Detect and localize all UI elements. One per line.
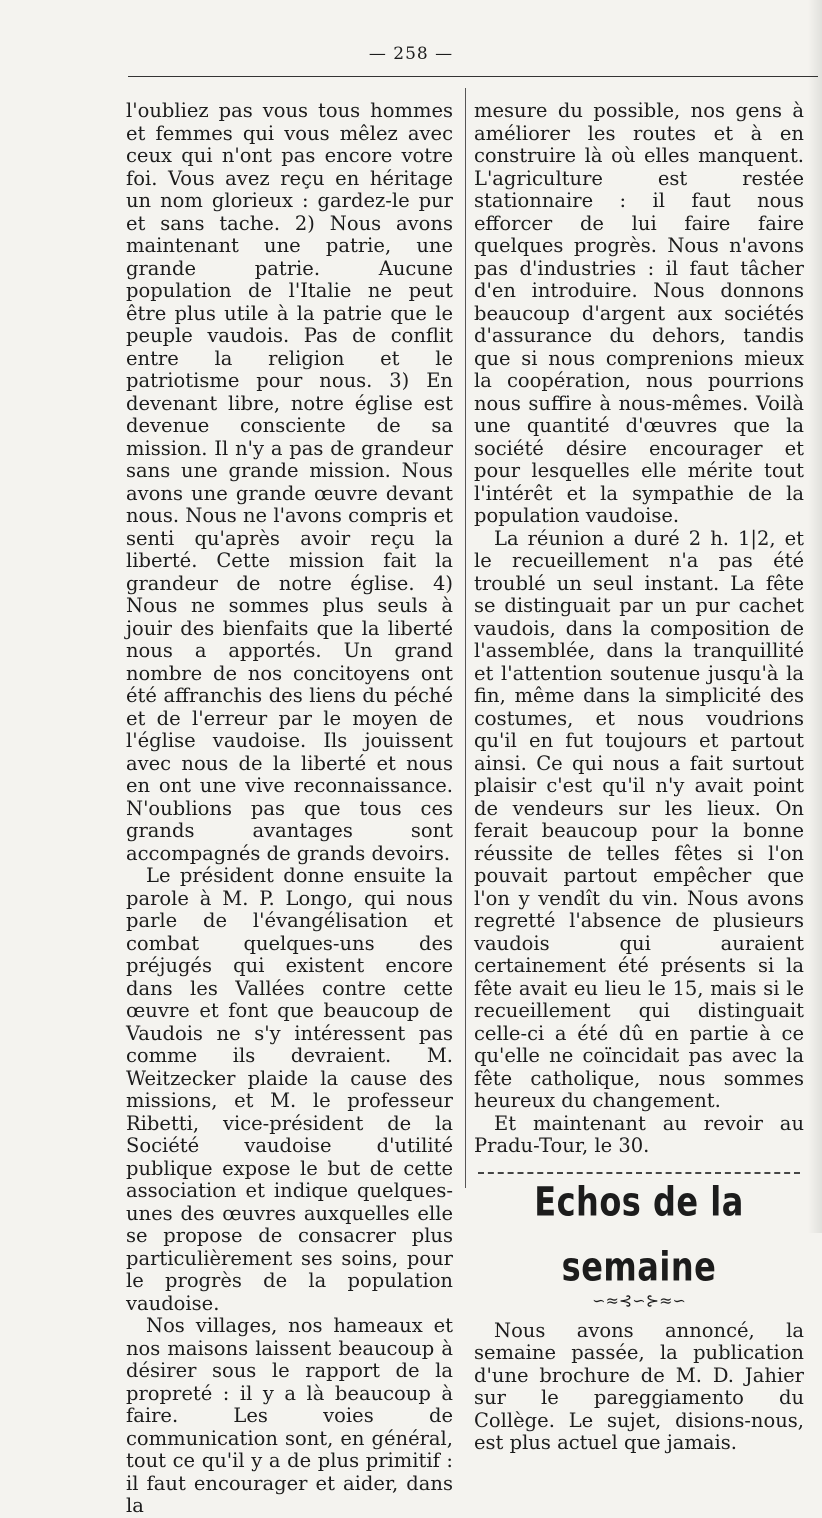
right-column	[474, 100, 804, 1455]
paragraph: La réunion a duré 2 h. 1|2, et le recueillement n'a pas été troublé un seul instant. La fête se distinguait par un pur cachet vaudois, dans la composition de l'assemblée, dans la tranquillité et l'attention soutenue jusqu'à la fin, même dans la simplicité des costumes, et nous voudrions qu'il en fut toujours et partout ainsi. Ce qui nous a fait surtout plaisir c'est qu'il n'y avait point de vendeurs sur les lieux. On ferait beaucoup pour la bonne réussite de telles fêtes si l'on pouvait partout empêcher que l'on y vendît du vin. Nous avons regretté l'absence de plusieurs vaudois qui auraient certainement été présents si la fête avait eu lieu le 15, mais si le recueillement qui distinguait celle-ci a été dû en partie à ce qu'elle ne coïncidait pas avec la fête catholique, nous sommes heureux du changement.	[474, 526, 804, 1112]
page-number: — 258 —	[368, 44, 454, 64]
paragraph: mesure du possible, nos gens à améliorer les routes et à en construire là où elles manquent. L'agriculture est restée stationnaire : il faut nous efforcer de lui faire faire quelques progrès. Nous n'avons pas d'industries : il faut tâcher d'en introduire. Nous donnons beaucoup d'argent aux sociétés d'assurance du dehors, tandis que si nous comprenions mieux la coopération, nous pourrions nous suffire à nous-mêmes. Voilà une quantité d'œuvres que la société désire encourager et pour lesquelles elle mérite tout l'intérêt et la sympathie de la population vaudoise.	[474, 99, 804, 527]
paragraph: Nous avons annoncé, la semaine passée, la publication d'une brochure de M. D. Jahier sur le pareggiamento du Collège. Le sujet, disions-nous, est plus actuel que jamais.	[474, 1318, 804, 1454]
scan-edge-shadow	[808, 0, 822, 1233]
paragraph: Et maintenant au revoir au Pradu-Tour, le 30.	[474, 1111, 804, 1157]
paragraph: Nos villages, nos hameaux et nos maisons laissent beaucoup à désirer sous le rapport de la propreté : il y a là beaucoup à faire. Les voies de communication sont, en général, tout ce qu'il y a de plus primitif : il faut encourager et aider, dans la	[126, 1314, 453, 1517]
column-divider	[465, 88, 466, 1188]
paragraph: Le président donne ensuite la parole à M. P. Longo, qui nous parle de l'évangélisation et combat quelques-uns des préjugés qui existent encore dans les Vallées contre cette œuvre et font que beaucoup de Vaudois ne s'y intéressent pas comme ils devraient. M. Weitzecker plaide la cause des missions, et M. le professeur Ribetti, vice-président de la Société vaudoise d'utilité publique expose le but de cette association et indique quelques-unes des œuvres auxquelles elle se propose de consacrer plus particulièrement ses soins, pour le progrès de la population vaudoise.	[126, 864, 453, 1315]
ornament-flourish: ∽≈⊰∽⊱≈∽	[592, 1290, 686, 1310]
header-rule	[128, 76, 818, 77]
paragraph: l'oubliez pas vous tous hommes et femmes qui vous mêlez avec ceux qui n'ont pas encore votre foi. Vous avez reçu en héritage un nom glorieux : gardez-le pur et sans tache. 2) Nous avons maintenant une patrie, une grande patrie. Aucune population de l'Italie ne peut être plus utile à la patrie que le peuple vaudois. Pas de conflit entre la religion et le patriotisme pour nous. 3) En devenant libre, notre église est devenue consciente de sa mission. Il n'y a pas de grandeur sans une grande mission. Nous avons une grande œuvre devant nous. Nous ne l'avons compris et senti qu'après avoir reçu la liberté. Cette mission fait la grandeur de notre église. 4) Nous ne sommes plus seuls à jouir des bienfaits que la liberté nous a apportés. Un grand nombre de nos concitoyens ont été affranchis des liens du péché et de l'erreur par le moyen de l'église vaudoise. Ils jouissent avec nous de la liberté et nous en ont une vive reconnaissance. N'oublions pas que tous ces grands avantages sont accompagnés de grands devoirs.	[126, 99, 453, 865]
section-title: Echos de la semaine	[534, 1177, 744, 1290]
left-column	[126, 100, 453, 1518]
